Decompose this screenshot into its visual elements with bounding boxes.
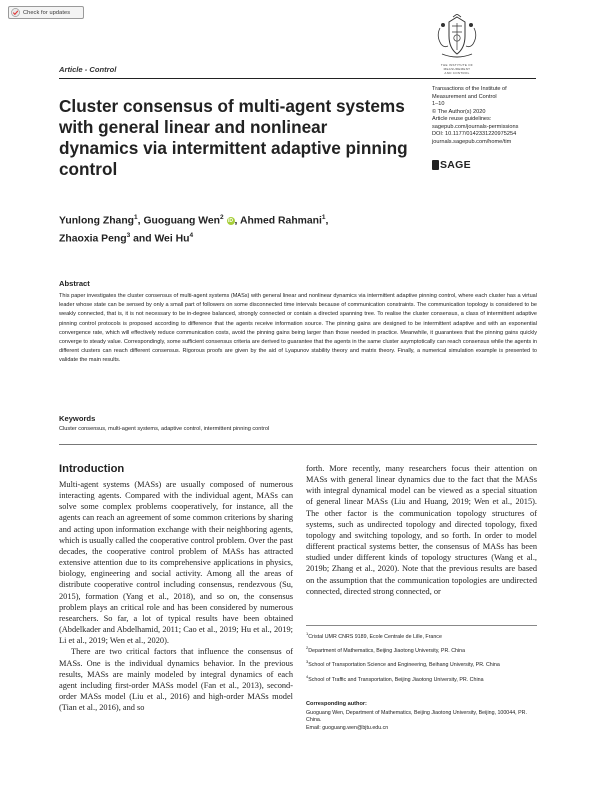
author-name: Ahmed Rahmani (239, 215, 322, 227)
abstract-heading: Abstract (59, 279, 90, 288)
body-column-right (306, 463, 537, 597)
author-name: Yunlong Zhang (59, 215, 135, 227)
pubinfo-doi-link[interactable]: DOI: 10.1177/0142331220975254 (432, 131, 517, 137)
check-for-updates-badge[interactable] (8, 6, 84, 19)
footnote-divider (306, 625, 537, 626)
author-separator: , (137, 215, 144, 227)
pubinfo-pages: 1–10 (432, 101, 445, 107)
article-type: Article - Control (59, 65, 117, 74)
header-divider (59, 78, 536, 79)
pubinfo-journal-link[interactable]: journals.sagepub.com/home/tim (432, 138, 512, 145)
body-column-left (59, 479, 293, 713)
author-affiliation-mark: 1 (134, 214, 138, 221)
check-for-updates-label: Check for updates (23, 9, 71, 16)
author-affiliation-mark: 1 (321, 214, 326, 221)
author-list (59, 210, 389, 247)
affiliation-mark: 2 (306, 645, 309, 651)
author-separator: , (325, 215, 329, 227)
pubinfo-journal-line: Transactions of the Institute of (432, 86, 507, 92)
affiliation-mark: 3 (306, 659, 309, 665)
section-divider (59, 444, 537, 445)
affiliation-item (306, 630, 537, 641)
author-affiliation-mark: 4 (189, 232, 194, 240)
affiliation-text: School of Traffic and Transportation, Beijing Jiaotong University, PR. China (308, 676, 484, 683)
pubinfo-reuse: Article reuse guidelines: (432, 116, 492, 122)
keywords-heading: Keywords (59, 414, 96, 423)
institute-caption-line: AND CONTROL (444, 71, 470, 75)
author-affiliation-mark: 3 (126, 232, 131, 240)
publication-info (432, 86, 572, 146)
affiliation-text: Department of Mathematics, Beijing Jiaotong University, PR. China (308, 647, 466, 654)
institute-caption (428, 63, 486, 75)
institute-caption-line: MEASUREMENT (443, 67, 471, 71)
affiliation-text: School of Transportation Science and Engineering, Beihang University, PR. China (308, 662, 500, 669)
affiliation-item (306, 644, 537, 655)
sage-logo-text: SAGE (440, 159, 471, 171)
author-separator: , (234, 215, 240, 227)
paper-title: Cluster consensus of multi-agent systems with general linear and nonlinear dynamics via intermittent adaptive pinning control (59, 96, 408, 179)
affiliation-text: Cristal UMR CNRS 9189, Ecole Centrale de Lille, France (308, 633, 442, 640)
corresponding-author-details (306, 710, 538, 732)
sage-logo-icon (432, 159, 471, 171)
author-separator: and (130, 233, 155, 245)
institute-crest-icon (432, 14, 482, 62)
institute-caption-line: THE INSTITUTE OF (440, 63, 474, 67)
corresponding-author-email[interactable]: Email: guoguang.wen@bjtu.edu.cn (306, 724, 389, 731)
body-paragraph: Multi-agent systems (MASs) are usually composed of numerous interacting agents. Compared with the individual agent, MASs can solve some complex problems cooperatively, for instance, all the agents can reach an agreement of some common criterions by sharing and acting upon information exchange with their neighboring agents, which is usually called the cooperative control problem. Over the past decades, the cooperative control problem of MASs has attracted extensive attention due to its comprehensive applications in physics, biology, engineering and social activity. Among all the areas of distribute cooperative control including consensus, rendezvous (Su, 2015), formation (Yang et al., 2018), and so on, the consensus problem plays an critical role and has been considered by numerous researchers. So far, a lot of typical results have been obtained (Abdelkader and Abdelhamid, 2011; Cao et al., 2019; Hu et al., 2019; Li et al., 2019; Wen et al., 2020). (59, 480, 293, 646)
pubinfo-permissions-link[interactable]: sagepub.com/journals-permissions (432, 123, 519, 130)
abstract-text: This paper investigates the cluster consensus of multi-agent systems (MASs) with general linear and nonlinear dynamics via intermittent adaptive pinning control, where each cluster has a virtual leader whose state can be sensed by only a small part of followers on some disconnected time intervals because of communication constraints. The communication topology is considered to be weakly connected, that is, it is not necessary to be in-degree balanced, strongly connected or contain a directed spanning tree. To realise the cluster consensus, a class of intermittent adaptive pinning control protocols is proposed according to difference that the agents receive information source. The pinning gains are designed to be intermittent adaptive and with an exponential convergence rate, which will effectively reduce communication costs, avoid the pinning gains being larger than those needed in practice. Meanwhile, it guarantees that the pinning gains quickly converge to steady value. Correspondingly, some sufficient consensus criteria are derived to guarantee that the agents in the same cluster asymptotically can reach consensus while the agents in different clusters can reach different consensus. Rigorous proofs are given by the aid of Lyapunov stability theory and matrix theory. Finally, a numerical simulation example is presented to validate the main results. (59, 293, 537, 364)
body-paragraph: There are two critical factors that influence the consensus of MASs. One is the individual dynamics behavior. In the previous results, MASs are mainly modeled by integral dynamics of each agent including first-order MASs model (Fan et al., 2013), second-order MASs model (Liu et al., 2016) and high-order MASs model (Tian et al., 2016), and so (59, 647, 293, 713)
sage-logo-mark (432, 160, 439, 170)
orcid-icon[interactable]: iD (228, 218, 234, 225)
author-name: Guoguang Wen (143, 215, 221, 227)
author-affiliation-mark: 2 (220, 214, 224, 221)
affiliation-item (306, 658, 537, 669)
affiliation-list (306, 630, 537, 687)
corresponding-author-heading: Corresponding author: (306, 701, 367, 707)
check-for-updates-icon (11, 8, 20, 17)
affiliation-mark: 4 (306, 673, 309, 679)
pubinfo-copyright: © The Author(s) 2020 (432, 108, 486, 115)
affiliation-mark: 1 (306, 631, 309, 636)
author-name: Zhaoxia Peng (59, 233, 127, 245)
keywords-text: Cluster consensus, multi-agent systems, adaptive control, intermittent pinning control (59, 426, 270, 432)
affiliation-item (306, 673, 537, 684)
body-paragraph: forth. More recently, many researchers focus their attention on MASs with general linear dynamics due to the fact that the MASs with integral dynamical model can be viewed as a special situation of general linear MASs (Liu and Huang, 2019; Wen et al., 2015). The other factor is the communication topology structures of systems, such as undirected topology and directed topology, fixed topology and switching topology, and so forth. In order to model different practical systems better, the consensus of MASs has been studied under different kinds of topology structures (Wang et al., 2019b; Zhang et al., 2020). Note that the previous results are based on the assumption that the communication topologies are undirected connected, directed strong connected, or (306, 464, 537, 596)
corresponding-author-address: Guoguang Wen, Department of Mathematics, Beijing Jiaotong University, Beijing, 100044, PR. China. (306, 710, 527, 724)
introduction-heading: Introduction (59, 463, 125, 475)
pubinfo-journal-line: Measurement and Control (432, 93, 497, 100)
author-name: Wei Hu (154, 233, 190, 245)
